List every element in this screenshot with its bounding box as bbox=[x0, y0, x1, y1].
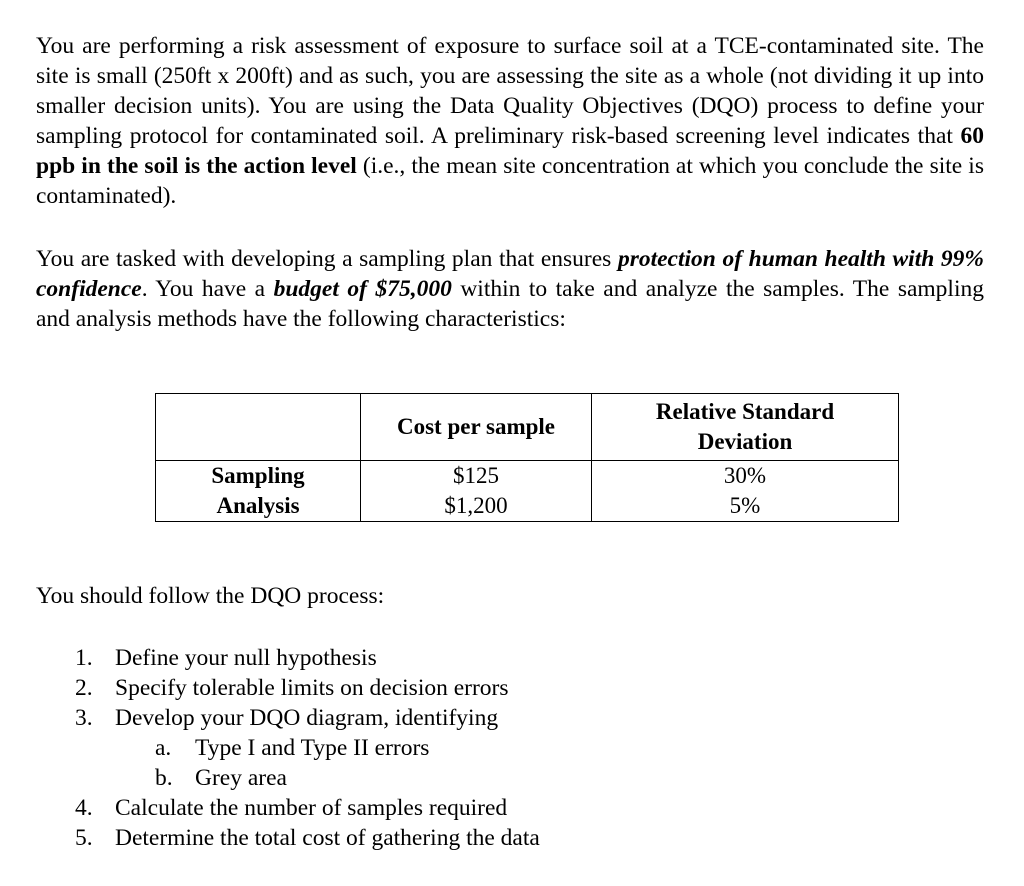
header-empty-cell bbox=[156, 394, 361, 461]
dqo-steps-list bbox=[75, 643, 540, 853]
list-item bbox=[75, 673, 540, 703]
step-number: 1. bbox=[75, 645, 93, 671]
rsd-values-cell bbox=[592, 461, 899, 522]
step-text: Determine the total cost of gathering the data bbox=[115, 825, 540, 851]
task-paragraph bbox=[36, 244, 984, 334]
sub-list-item bbox=[155, 733, 540, 763]
cost-sampling: $125 bbox=[453, 463, 499, 488]
list-item bbox=[75, 793, 540, 823]
step-text: Grey area bbox=[195, 765, 287, 791]
confidence-text: protection of human health with 99% confidence bbox=[36, 246, 985, 302]
step-number: 2. bbox=[75, 675, 93, 701]
list-item bbox=[75, 703, 540, 733]
step-letter: b. bbox=[155, 765, 173, 791]
header-rsd-line-1: Relative Standard bbox=[655, 399, 835, 424]
intro-text-2: (i.e., the mean site concentration at which you conclude the site is contaminated). bbox=[36, 153, 984, 209]
header-rsd-line-2: Deviation bbox=[697, 429, 793, 454]
rsd-analysis: 5% bbox=[729, 493, 761, 518]
task-text-2: . You have a bbox=[141, 276, 274, 302]
step-text: Define your null hypothesis bbox=[115, 645, 377, 671]
step-letter: a. bbox=[155, 735, 172, 761]
row-label-analysis: Analysis bbox=[216, 493, 300, 518]
step-text: Specify tolerable limits on decision errors bbox=[115, 675, 509, 701]
step-number: 4. bbox=[75, 795, 93, 821]
table-body-row bbox=[156, 461, 899, 522]
intro-text-1: You are performing a risk assessment of exposure to surface soil at a TCE-contaminated site. The site is small (250ft x 200ft) and as such, you are assessing the site as a whole (not dividing it up into smaller decision units). You are using the Data Quality Objectives (DQO) process to define your sampling protocol for contaminated soil. A preliminary risk-based screening level indicates that bbox=[36, 33, 984, 149]
follow-instruction: You should follow the DQO process: bbox=[36, 583, 385, 609]
step-number: 3. bbox=[75, 705, 93, 731]
cost-analysis: $1,200 bbox=[444, 493, 508, 518]
header-rsd bbox=[592, 394, 899, 461]
list-item bbox=[75, 643, 540, 673]
table-header-row bbox=[156, 394, 899, 461]
task-text-3: within to take and analyze the samples. The sampling and analysis methods have the following characteristics: bbox=[36, 276, 984, 332]
action-level-text: 60 ppb in the soil is the action level bbox=[36, 123, 984, 179]
step-text: Type I and Type II errors bbox=[195, 735, 430, 761]
list-item bbox=[75, 823, 540, 853]
header-cost: Cost per sample bbox=[361, 394, 592, 461]
cost-values-cell bbox=[361, 461, 592, 522]
budget-text: budget of $75,000 bbox=[273, 276, 452, 302]
sub-list-item bbox=[155, 763, 540, 793]
row-labels-cell bbox=[156, 461, 361, 522]
task-text-1: You are tasked with developing a sampling plan that ensures bbox=[36, 246, 618, 272]
step-number: 5. bbox=[75, 825, 93, 851]
step-text: Calculate the number of samples required bbox=[115, 795, 508, 821]
rsd-sampling: 30% bbox=[723, 463, 767, 488]
intro-paragraph bbox=[36, 31, 984, 211]
step-text: Develop your DQO diagram, identifying bbox=[115, 705, 499, 731]
row-label-sampling: Sampling bbox=[211, 463, 305, 488]
methods-table bbox=[155, 393, 899, 522]
